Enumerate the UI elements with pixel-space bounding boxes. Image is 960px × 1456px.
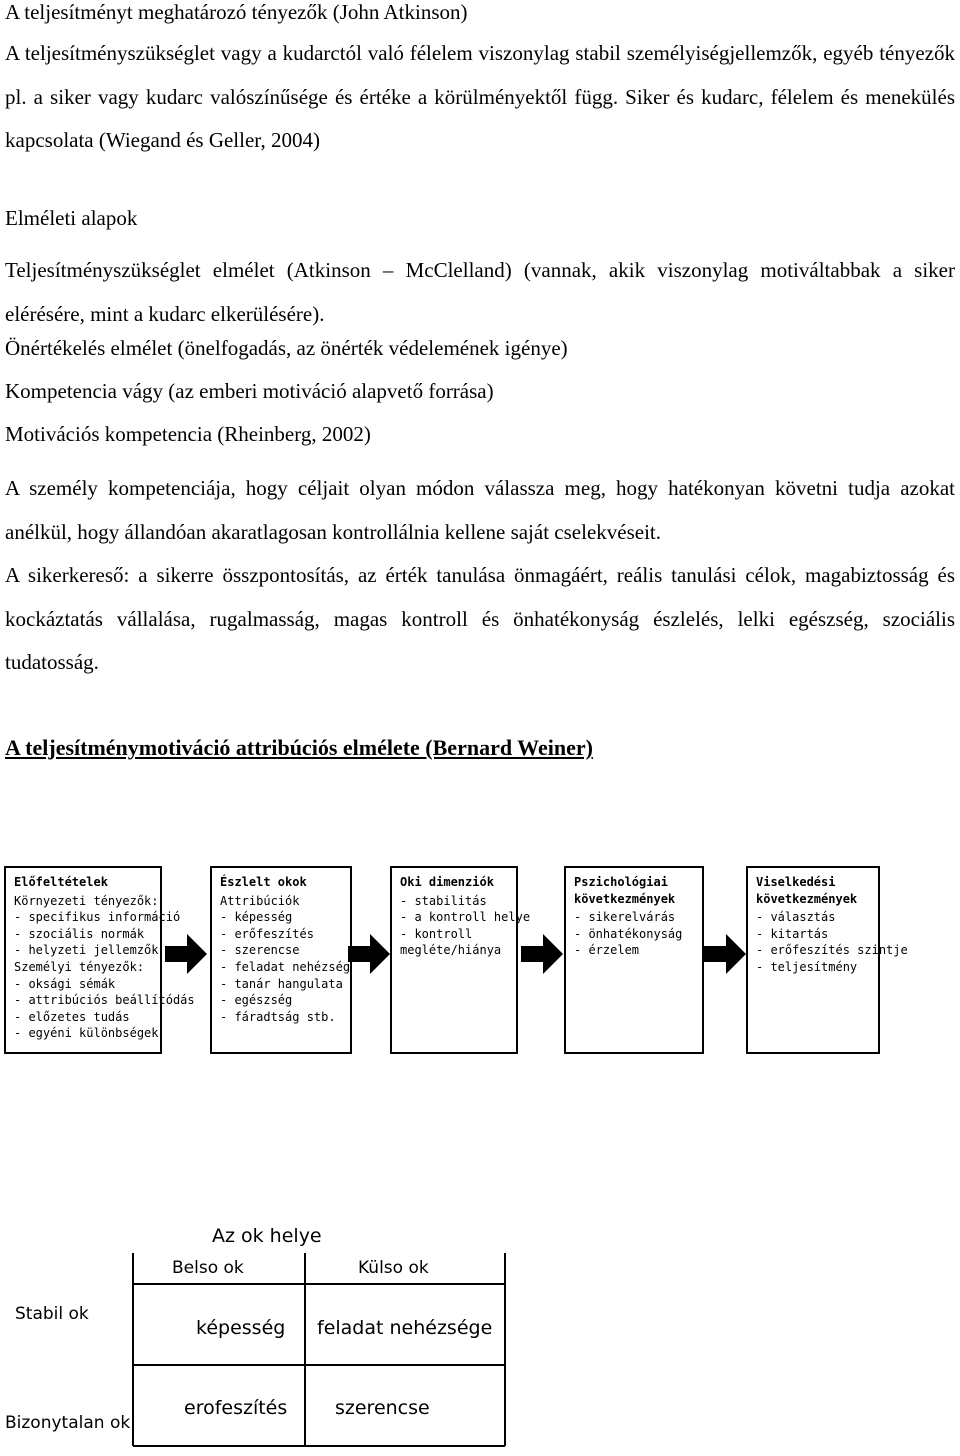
flow-item: - attribúciós beállítódás: [14, 993, 195, 1008]
flow-item: - erőfeszítés szintje: [756, 943, 908, 958]
flow-box-psychological-consequences: [564, 866, 704, 1054]
flow-item: - stabilitás: [400, 893, 487, 908]
flow-item: - önhatékonyság: [574, 926, 683, 941]
flow-arrow-icon: [348, 932, 390, 976]
flow-item: Attribúciók: [220, 893, 300, 908]
flow-item: - egyéni különbségek: [14, 1026, 159, 1041]
row-header-unstable: Bizonytalan ok: [5, 1413, 131, 1433]
paragraph-kompetencia: A személy kompetenciája, hogy céljait olyan módon válassza meg, hogy hatékonyan követni tudja azokat anélkül, hogy állandóan akaratlagosan kontrollálnia kellene saját cselekvéseit.: [5, 476, 955, 544]
flow-item: - egészség: [220, 993, 293, 1008]
flow-arrow-icon: [704, 932, 746, 976]
flow-item: - érzelem: [574, 943, 640, 958]
title-atkinson: A teljesítményt meghatározó tényezők (John Atkinson): [5, 0, 468, 24]
cell-stable-external: feladat nehézsége: [317, 1317, 493, 1339]
flow-arrow-icon: [521, 932, 563, 976]
flow-item: megléte/hiánya: [400, 943, 502, 958]
flow-box-title: Előfeltételek: [14, 875, 108, 889]
flow-item: - kontroll: [400, 926, 473, 941]
onertekeles-line: Önértékelés elmélet (önelfogadás, az önérték védelemének igénye): [5, 336, 568, 360]
flow-box-title: Észlelt okok: [220, 875, 307, 889]
weiner-heading: A teljesítménymotiváció attribúciós elmélete (Bernard Weiner): [5, 735, 593, 760]
flow-item: Személyi tényezők:: [14, 959, 145, 974]
flow-item: - sikerelvárás: [574, 910, 676, 925]
flow-arrow-icon: [165, 932, 207, 976]
attribution-table: [0, 1200, 520, 1456]
flow-item: - specifikus információ: [14, 910, 181, 925]
flow-item: - feladat nehézség: [220, 959, 351, 974]
flow-item: - szociális normák: [14, 926, 145, 941]
flow-item: - képesség: [220, 910, 293, 925]
flow-item: - teljesítmény: [756, 959, 858, 974]
flow-item: - a kontroll helye: [400, 910, 531, 925]
flow-item: - oksági sémák: [14, 976, 116, 991]
flow-item: - szerencse: [220, 943, 300, 958]
cell-unstable-internal: erofeszítés: [184, 1397, 288, 1419]
flow-item: - választás: [756, 910, 836, 925]
flow-item: - helyzeti jellemzők: [14, 943, 159, 958]
flow-item: - előzetes tudás: [14, 1009, 130, 1024]
flow-box-perceived-causes: [210, 866, 352, 1054]
paragraph-atkinson: A teljesítményszükséglet vagy a kudarctól való félelem viszonylag stabil személyiségjellemzők, egyéb tényezők pl. a siker vagy kudarc valószínűsége és értéke a körülményektől függ. Siker és kudarc, félelem és menekülés kapcsolata (Wiegand és Geller, 2004): [5, 41, 955, 152]
row-header-stable: Stabil ok: [15, 1304, 89, 1324]
flow-item: - fáradtság stb.: [220, 1009, 336, 1024]
motivacios-line: Motivációs kompetencia (Rheinberg, 2002): [5, 422, 371, 446]
cell-unstable-external: szerencse: [335, 1397, 430, 1419]
paragraph-sikerkereso: A sikerkereső: a sikerre összpontosítás, az érték tanulása önmagáért, reális tanulási célok, magabiztosság és kockáztatás vállalása, rugalmasság, magas kontroll és önhatékonyság észlelés, lelki egészség, szociális tudatosság.: [5, 563, 955, 674]
table-title: Az ok helye: [212, 1225, 322, 1247]
flow-item: - kitartás: [756, 926, 829, 941]
flow-box-behavioral-consequences: [746, 866, 908, 1054]
flow-box-causal-dimensions: [390, 866, 531, 1054]
flow-item: - erőfeszítés: [220, 926, 314, 941]
flow-box-title: Viselkedési következmények: [756, 875, 858, 906]
flow-item: - tanár hangulata: [220, 976, 343, 991]
flow-item: Környezeti tényezők:: [14, 893, 159, 908]
flow-box-title: Pszichológiai következmények: [574, 875, 676, 906]
elmeleti-alapok: Elméleti alapok: [5, 206, 138, 230]
cell-stable-internal: képesség: [196, 1317, 286, 1339]
flow-box-preconditions: [4, 866, 195, 1054]
column-header-internal: Belso ok: [172, 1258, 244, 1278]
column-header-external: Külso ok: [358, 1258, 429, 1278]
flow-box-title: Oki dimenziók: [400, 875, 494, 889]
paragraph-teljesitmeny: Teljesítményszükséglet elmélet (Atkinson – McClelland) (vannak, akik viszonylag motiváltabbak a siker elérésére, mint a kudarc elkerülésére).: [5, 258, 955, 326]
kompetencia-line: Kompetencia vágy (az emberi motiváció alapvető forrása): [5, 379, 494, 403]
